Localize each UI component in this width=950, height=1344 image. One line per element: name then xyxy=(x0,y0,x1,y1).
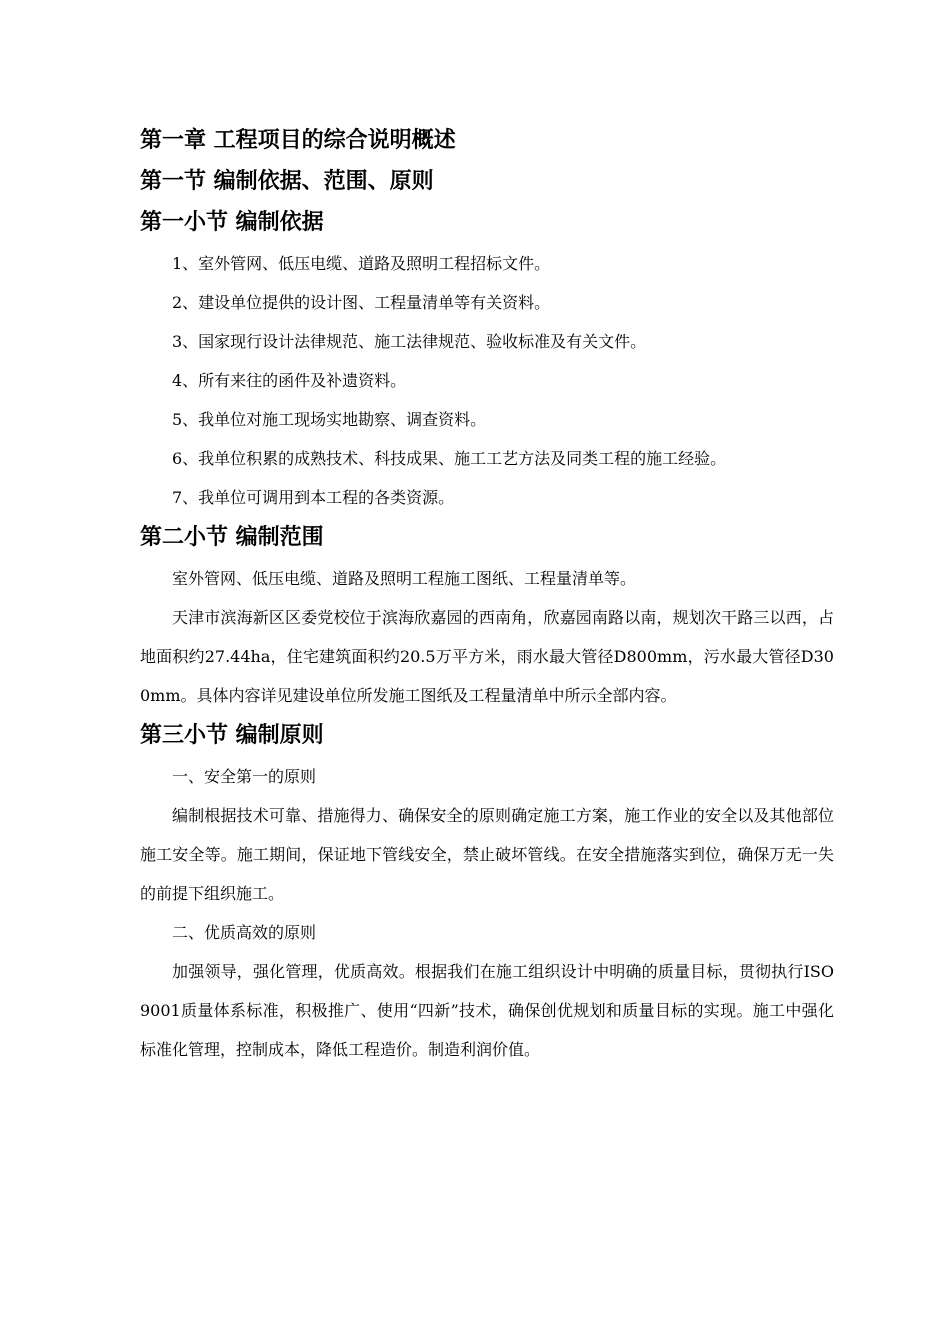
paragraph: 二、优质高效的原则 xyxy=(172,923,317,942)
list-item: 7、我单位可调用到本工程的各类资源。 xyxy=(172,488,455,507)
document-page xyxy=(140,120,834,1069)
list-item: 2、建设单位提供的设计图、工程量清单等有关资料。 xyxy=(172,293,551,312)
chapter-title: 第一章 工程项目的综合说明概述 xyxy=(140,128,456,153)
paragraph: 编制根据技术可靠、措施得力、确保安全的原则确定施工方案，施工作业的安全以及其他部位施工安全等。施工期间，保证地下管线安全，禁止破坏管线。在安全措施落实到位，确保万无一失的前提下组织施工。 xyxy=(140,806,834,903)
paragraph: 天津市滨海新区区委党校位于滨海欣嘉园的西南角，欣嘉园南路以南，规划次干路三以西，占地面积约27.44ha，住宅建筑面积约20.5万平方米，雨水最大管径D800mm，污水最大管径D300mm。具体内容详见建设单位所发施工图纸及工程量清单中所示全部内容。 xyxy=(140,608,834,705)
list-item: 5、我单位对施工现场实地勘察、调查资料。 xyxy=(172,410,487,429)
list-item: 1、室外管网、低压电缆、道路及照明工程招标文件。 xyxy=(172,254,551,273)
subsection-title-principles: 第三小节 编制原则 xyxy=(140,723,324,748)
section-title: 第一节 编制依据、范围、原则 xyxy=(140,169,434,194)
subsection-title-scope: 第二小节 编制范围 xyxy=(140,525,324,550)
list-item: 4、所有来往的函件及补遗资料。 xyxy=(172,371,407,390)
subsection-title-basis: 第一小节 编制依据 xyxy=(140,210,324,235)
paragraph: 一、安全第一的原则 xyxy=(172,767,317,786)
paragraph: 室外管网、低压电缆、道路及照明工程施工图纸、工程量清单等。 xyxy=(172,569,637,588)
list-item: 6、我单位积累的成熟技术、科技成果、施工工艺方法及同类工程的施工经验。 xyxy=(172,449,727,468)
paragraph: 加强领导，强化管理，优质高效。根据我们在施工组织设计中明确的质量目标，贯彻执行ISO9001质量体系标准，积极推广、使用“四新”技术，确保创优规划和质量目标的实现。施工中强化标准化管理，控制成本，降低工程造价。制造利润价值。 xyxy=(140,962,834,1059)
list-item: 3、国家现行设计法律规范、施工法律规范、验收标准及有关文件。 xyxy=(172,332,647,351)
